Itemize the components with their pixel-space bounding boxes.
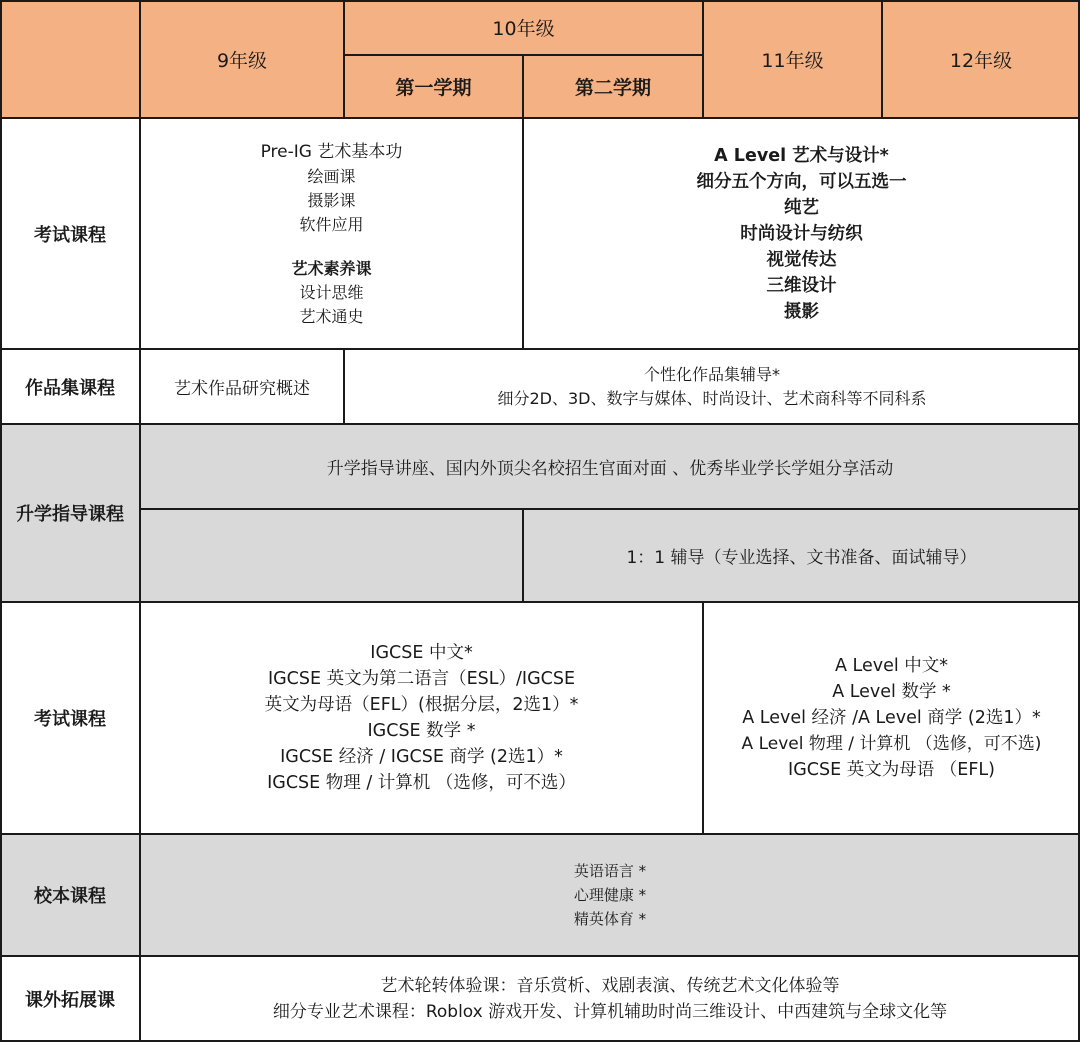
guidance-empty [140,509,523,602]
pre-ig-item: 绘画课 [307,166,356,186]
grid-line [0,423,1080,425]
grade10-label: 10年级 [492,18,555,40]
pre-ig-title: Pre-IG 艺术基本功 [260,141,403,162]
extracurricular-label: 课外拓展课 [25,990,115,1011]
alevel-line: A Level 物理 / 计算机 （选修，可不选) [741,734,1042,754]
a-level-line: A Level 艺术与设计* [714,145,889,166]
grid-line [0,0,1080,2]
school-courses-label: 校本课程 [0,834,140,956]
art-literacy-item: 设计思维 [299,282,364,302]
a-level-line: 纯艺 [784,197,819,218]
alevel-line: A Level 数学 * [832,682,951,702]
grid-line [881,0,883,118]
portfolio-coaching-title: 个性化作品集辅导* [643,364,780,384]
exam-courses-label-1: 考试课程 [34,224,106,246]
a-level-line: 时尚设计与纺织 [740,223,863,244]
grid-line [140,508,1080,510]
grade11-label: 11年级 [761,49,824,72]
header-grade10 [344,0,703,55]
exam-courses-label-2: 考试课程 [34,709,106,730]
igcse-line: IGCSE 物理 / 计算机 （选修，可不选） [267,773,576,793]
portfolio-research: 艺术作品研究概述 [174,379,310,399]
grid-line [522,54,524,349]
guidance-label: 升学指导课程 [0,424,140,602]
grid-line [344,54,703,56]
guidance-one-on-one: 1：1 辅导（专业选择、文书准备、面试辅导） [523,509,1080,602]
school-course-item: 英语语言 * [573,862,647,880]
grid-line [702,0,704,118]
pre-ig-block [140,118,523,349]
grid-line [139,0,141,1042]
alevel-line: IGCSE 英文为母语 （EFL) [788,760,995,780]
pre-ig-item: 摄影课 [307,190,356,210]
alevel-line: A Level 经济 /A Level 商学 (2选1）* [742,708,1041,728]
extracurricular-line: 艺术轮转体验课：音乐赏析、戏剧表演、传统艺术文化体验等 [380,976,840,996]
header-row-label [0,0,140,118]
grade9-label: 9年级 [216,49,268,72]
grid-line [1078,0,1080,1042]
grid-line [343,348,345,424]
grid-line [522,508,524,602]
igcse-block [140,602,703,834]
a-level-line: 视觉传达 [766,249,837,270]
art-literacy-item: 艺术通史 [299,306,364,326]
header-term2 [523,55,703,118]
igcse-line: IGCSE 中文* [370,643,473,663]
grid-line [0,1040,1080,1042]
a-level-line: 摄影 [784,301,819,322]
igcse-line: IGCSE 数学 * [367,721,476,741]
grid-line [0,0,2,1042]
extracurricular-line: 细分专业艺术课程：Roblox 游戏开发、计算机辅助时尚三维设计、中西建筑与全球文化等 [272,1002,948,1022]
grid-line [0,601,1080,603]
igcse-line: IGCSE 经济 / IGCSE 商学 (2选1）* [280,747,563,767]
a-level-line: 细分五个方向，可以五选一 [696,171,907,192]
portfolio-label: 作品集课程 [25,377,115,399]
grid-line [0,833,1080,835]
header-grade9 [140,0,344,118]
term2-label: 第二学期 [574,77,651,99]
alevel-block [703,602,1080,834]
portfolio-coaching [344,349,1080,424]
alevel-line: A Level 中文* [834,656,949,676]
igcse-line: 英文为母语（EFL）(根据分层，2选1）* [264,695,579,715]
a-level-art-block [523,118,1080,349]
igcse-line: IGCSE 英文为第二语言（ESL）/IGCSE [267,669,576,689]
grid-line [0,955,1080,957]
guidance-lectures: 升学指导讲座、国内外顶尖名校招生官面对面 、优秀毕业学长学姐分享活动 [140,424,1080,509]
extracurricular-block [140,956,1080,1042]
school-course-item: 心理健康 * [573,886,647,904]
art-literacy-title: 艺术素养课 [291,258,372,278]
grade12-label: 12年级 [949,49,1013,72]
grid-line [0,348,1080,350]
pre-ig-item: 软件应用 [299,214,364,234]
grid-line [343,0,345,118]
header-grade12 [882,0,1080,118]
school-course-item: 精英体育 * [573,910,647,928]
grid-line [702,601,704,834]
school-courses-block [140,834,1080,956]
a-level-line: 三维设计 [766,275,837,296]
grid-line [0,117,1080,119]
header-term1 [344,55,523,118]
term1-label: 第一学期 [395,77,472,99]
portfolio-coaching-sub: 细分2D、3D、数字与媒体、时尚设计、艺术商科等不同科系 [497,388,927,408]
header-grade11 [703,0,882,118]
